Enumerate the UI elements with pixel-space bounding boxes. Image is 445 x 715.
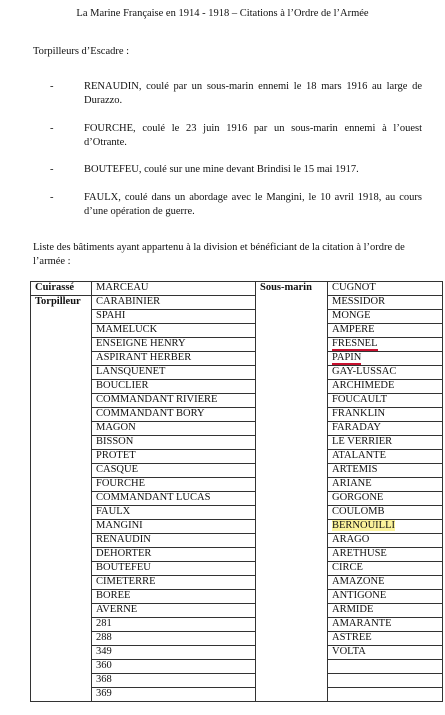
table-row [31,324,443,338]
table-row [31,422,443,436]
submarine-name: ANTIGONE [332,590,387,601]
submarine-name: COULOMB [332,506,385,517]
submarine-name: ARMIDE [332,604,374,615]
submarine-category-cell [256,604,328,618]
submarine-name: ASTREE [332,632,372,643]
submarine-cell [328,310,443,324]
surface-ship-cell: CIMETERRE [92,576,256,590]
surface-ship-cell: COMMANDANT RIVIERE [92,394,256,408]
submarine-cell [328,576,443,590]
submarine-category-cell [256,380,328,394]
submarine-cell [328,674,443,688]
submarine-cell [328,520,443,534]
category-cell [31,646,92,660]
submarine-category-cell [256,352,328,366]
submarine-category-cell [256,520,328,534]
table-row [31,688,443,702]
submarine-cell [328,394,443,408]
submarine-name: ARETHUSE [332,548,387,559]
category-cell [31,408,92,422]
submarine-name: ARTEMIS [332,464,378,475]
table-row [31,380,443,394]
category-cell [31,492,92,506]
submarine-name: CIRCE [332,562,363,573]
submarine-cell [328,562,443,576]
category-cell [31,520,92,534]
submarine-name: MONGE [332,310,371,321]
table-row [31,576,443,590]
submarine-cell [328,338,443,352]
surface-ship-cell: MARCEAU [92,282,256,296]
submarine-category-cell [256,618,328,632]
category-cell [31,422,92,436]
submarine-cell [328,548,443,562]
section-heading: Torpilleurs d’Escadre : [33,46,130,57]
category-cell [31,394,92,408]
submarine-category-cell [256,324,328,338]
submarine-cell [328,604,443,618]
submarine-category-cell [256,422,328,436]
surface-ship-cell: 349 [92,646,256,660]
bullet-item [50,122,422,150]
category-cell [31,674,92,688]
category-cell [31,576,92,590]
table-row [31,408,443,422]
submarine-name: GORGONE [332,492,384,503]
submarine-category-cell [256,436,328,450]
table-row [31,464,443,478]
bullet-item [50,80,422,108]
document-title: La Marine Française en 1914 - 1918 – Citations à l’Ordre de l’Armée [76,8,369,19]
surface-ship-cell: PROTET [92,450,256,464]
table-row [31,282,443,296]
submarine-cell [328,646,443,660]
table-row [31,506,443,520]
submarine-category-cell [256,450,328,464]
table-row [31,562,443,576]
submarine-category-cell [256,408,328,422]
submarine-category-cell [256,562,328,576]
submarine-cell [328,688,443,702]
table-row [31,660,443,674]
submarine-name: MESSIDOR [332,296,386,307]
surface-ship-cell: ENSEIGNE HENRY [92,338,256,352]
submarine-category-cell [256,310,328,324]
surface-ship-cell: COMMANDANT LUCAS [92,492,256,506]
submarine-name: FRESNEL [332,338,378,349]
submarine-cell [328,590,443,604]
submarine-name: VOLTA [332,646,366,657]
category-cell [31,324,92,338]
submarine-category-cell [256,534,328,548]
table-row [31,352,443,366]
bullet-text: RENAUDIN, coulé par un sous-marin ennemi le 18 mars 1916 au large de Durazzo. [84,81,422,106]
category-cell [31,562,92,576]
category-cell [31,352,92,366]
surface-ship-cell: AVERNE [92,604,256,618]
table-row [31,436,443,450]
bullet-item [50,163,422,177]
bullet-dash: - [50,123,54,134]
surface-ship-cell: FOURCHE [92,478,256,492]
table-row [31,394,443,408]
submarine-cell [328,436,443,450]
surface-ship-cell: 281 [92,618,256,632]
surface-ship-cell: 288 [92,632,256,646]
submarine-name: GAY-LUSSAC [332,366,397,377]
submarine-category-cell [256,296,328,310]
category-cell [31,478,92,492]
submarine-name: AMPERE [332,324,375,335]
surface-ship-cell: ASPIRANT HERBER [92,352,256,366]
submarine-category-cell [256,688,328,702]
submarine-name: BERNOUILLI [332,520,395,531]
submarine-category-cell [256,674,328,688]
submarine-cell [328,492,443,506]
category-cell: Torpilleur [31,296,92,310]
submarine-category-cell [256,464,328,478]
surface-ship-cell: CASQUE [92,464,256,478]
submarine-category-cell: Sous-marin [256,282,328,296]
bullet-item [50,191,422,219]
surface-ship-cell: FAULX [92,506,256,520]
submarine-name: FARADAY [332,422,382,433]
bullet-text: BOUTEFEU, coulé sur une mine devant Brindisi le 15 mai 1917. [84,164,359,175]
submarine-name: CUGNOT [332,282,376,293]
submarine-category-cell [256,576,328,590]
category-cell [31,450,92,464]
table-row [31,618,443,632]
category-cell [31,506,92,520]
submarine-cell [328,618,443,632]
submarine-category-cell [256,590,328,604]
submarine-cell [328,632,443,646]
category-cell [31,534,92,548]
surface-ship-cell: DEHORTER [92,548,256,562]
table-row [31,478,443,492]
surface-ship-cell: CARABINIER [92,296,256,310]
submarine-name: FOUCAULT [332,394,388,405]
category-cell: Cuirassé [31,282,92,296]
table-row [31,450,443,464]
table-row [31,548,443,562]
submarine-category-cell [256,366,328,380]
submarine-category-cell [256,338,328,352]
table-row [31,632,443,646]
table-row [31,520,443,534]
submarine-cell [328,408,443,422]
surface-ship-cell: BOREE [92,590,256,604]
submarine-cell [328,282,443,296]
table-row [31,534,443,548]
submarine-cell [328,352,443,366]
submarine-category-cell [256,548,328,562]
surface-ship-cell: 360 [92,660,256,674]
surface-ship-cell: LANSQUENET [92,366,256,380]
submarine-category-cell [256,632,328,646]
submarine-category-cell [256,492,328,506]
submarine-name: LE VERRIER [332,436,393,447]
bullet-text: FOURCHE, coulé le 23 juin 1916 par un sous-marin ennemi à l’ouest d’Otrante. [84,123,422,148]
category-cell [31,366,92,380]
bullet-dash: - [50,192,54,203]
submarine-cell [328,422,443,436]
category-cell [31,632,92,646]
table-row [31,296,443,310]
list-intro: Liste des bâtiments ayant appartenu à la division et bénéficiant de la citation à l’ordre de l’armée : [33,242,405,267]
table-row [31,366,443,380]
table-row [31,646,443,660]
submarine-name: AMARANTE [332,618,392,629]
category-cell [31,338,92,352]
category-cell [31,548,92,562]
surface-ship-cell: MANGINI [92,520,256,534]
category-cell [31,464,92,478]
surface-ship-cell: COMMANDANT BORY [92,408,256,422]
submarine-name: ARIANE [332,478,372,489]
surface-ship-cell: 369 [92,688,256,702]
surface-ship-cell: BISSON [92,436,256,450]
bullet-dash: - [50,164,54,175]
submarine-cell [328,464,443,478]
table-row [31,310,443,324]
surface-ship-cell: BOUTEFEU [92,562,256,576]
submarine-cell [328,380,443,394]
submarine-name: AMAZONE [332,576,385,587]
bullet-dash: - [50,81,54,92]
submarine-cell [328,660,443,674]
submarine-category-cell [256,478,328,492]
submarine-name: FRANKLIN [332,408,386,419]
submarine-cell [328,506,443,520]
category-cell [31,436,92,450]
surface-ship-cell: RENAUDIN [92,534,256,548]
submarine-category-cell [256,646,328,660]
category-cell [31,604,92,618]
submarine-cell [328,324,443,338]
surface-ship-cell: 368 [92,674,256,688]
submarine-cell [328,366,443,380]
submarine-cell [328,478,443,492]
category-cell [31,660,92,674]
submarine-name: ARCHIMEDE [332,380,395,391]
submarine-cell [328,296,443,310]
submarine-category-cell [256,394,328,408]
category-cell [31,688,92,702]
table-row [31,604,443,618]
table-row [31,338,443,352]
table-row [31,590,443,604]
category-cell [31,590,92,604]
submarine-cell [328,450,443,464]
ships-table [30,281,443,702]
surface-ship-cell: BOUCLIER [92,380,256,394]
surface-ship-cell: MAMELUCK [92,324,256,338]
submarine-cell [328,534,443,548]
submarine-category-cell [256,660,328,674]
submarine-category-cell [256,506,328,520]
submarine-name: ATALANTE [332,450,386,461]
category-cell [31,618,92,632]
surface-ship-cell: MAGON [92,422,256,436]
submarine-name: ARAGO [332,534,370,545]
category-cell [31,310,92,324]
table-row [31,674,443,688]
table-row [31,492,443,506]
bullet-text: FAULX, coulé dans un abordage avec le Mangini, le 10 avril 1918, au cours d’une opération de guerre. [84,192,422,217]
submarine-name: PAPIN [332,352,362,363]
surface-ship-cell: SPAHI [92,310,256,324]
category-cell [31,380,92,394]
